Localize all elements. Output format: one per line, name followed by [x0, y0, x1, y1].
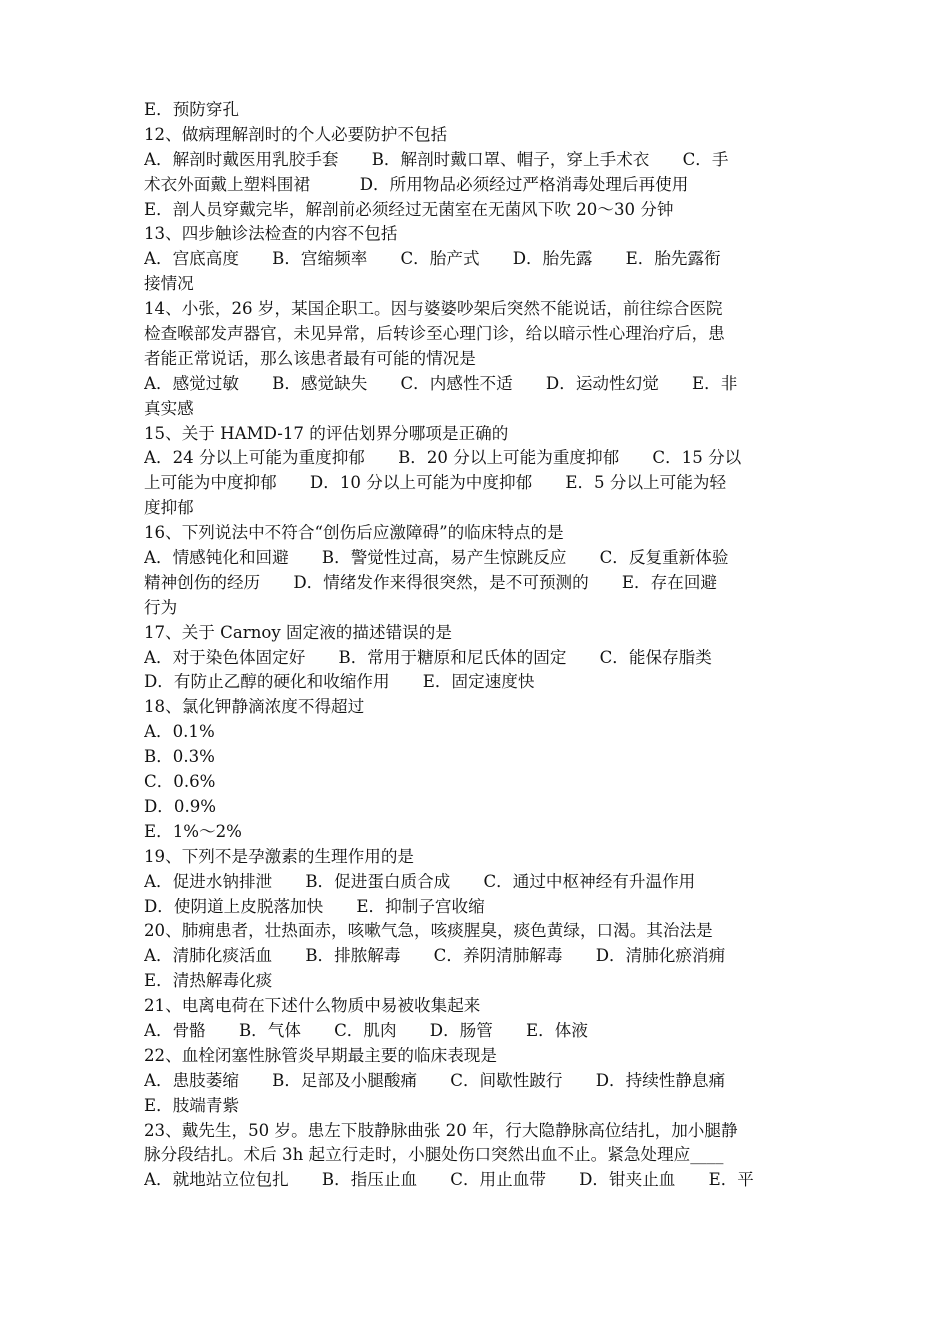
text-line: A．患肢萎缩 B．足部及小腿酸痛 C．间歇性跛行 D．持续性静息痛 [144, 1070, 726, 1090]
text-line: 接情况 [144, 274, 194, 294]
text-line: E．1%～2% [144, 821, 242, 841]
text-line: A．0.1% [144, 722, 215, 742]
text-line: A．促进水钠排泄 B．促进蛋白质合成 C．通过中枢神经有升温作用 [144, 871, 696, 891]
text-line: 18、氯化钾静滴浓度不得超过 [144, 697, 365, 717]
text-line: D．有防止乙醇的硬化和收缩作用 E．固定速度快 [144, 672, 535, 692]
text-line: 度抑郁 [144, 498, 194, 518]
text-line: E．清热解毒化痰 [144, 971, 273, 991]
text-line: 23、戴先生，50 岁。患左下肢静脉曲张 20 年，行大隐静脉高位结扎，加小腿静 [144, 1120, 738, 1140]
text-line: A．解剖时戴医用乳胶手套 B．解剖时戴口罩、帽子，穿上手术衣 C．手 [144, 149, 729, 169]
text-line: A．宫底高度 B．宫缩频率 C．胎产式 D．胎先露 E．胎先露衔 [144, 249, 721, 269]
text-line: A．对于染色体固定好 B．常用于糖原和尼氏体的固定 C．能保存脂类 [144, 647, 712, 667]
text-line: 20、肺痈患者，壮热面赤，咳嗽气急，咳痰腥臭，痰色黄绿，口渴。其治法是 [144, 921, 713, 941]
text-line: A．骨骼 B．气体 C．肌肉 D．肠管 E．体液 [144, 1020, 588, 1040]
text-line: E．肢端青紫 [144, 1095, 240, 1115]
text-line: A．感觉过敏 B．感觉缺失 C．内感性不适 D．运动性幻觉 E．非 [144, 373, 738, 393]
text-line: 17、关于 Carnoy 固定液的描述错误的是 [144, 622, 452, 642]
text-line: A．就地站立位包扎 B．指压止血 C．用止血带 D．钳夹止血 E．平 [144, 1170, 754, 1190]
text-line: 15、关于 HAMD-17 的评估划界分哪项是正确的 [144, 423, 509, 443]
text-line: E．预防穿孔 [144, 100, 240, 119]
text-line: D．使阴道上皮脱落加快 E．抑制子宫收缩 [144, 896, 485, 916]
text-line: 22、血栓闭塞性脉管炎早期最主要的临床表现是 [144, 1045, 497, 1065]
text-line: 21、电离电荷在下述什么物质中易被收集起来 [144, 996, 481, 1016]
text-line: E．剖人员穿戴完毕，解剖前必须经过无菌室在无菌风下吹 20～30 分钟 [144, 199, 674, 219]
text-line: 14、小张，26 岁，某国企职工。因与婆婆吵架后突然不能说话，前往综合医院 [144, 299, 723, 319]
text-line: 精神创伤的经历 D．情绪发作来得很突然，是不可预测的 E．存在回避 [144, 572, 718, 592]
text-line: 者能正常说话，那么该患者最有可能的情况是 [144, 348, 476, 368]
text-line: 行为 [144, 597, 178, 617]
text-line: 16、下列说法中不符合“创伤后应激障碍”的临床特点的是 [144, 523, 564, 543]
text-line: 脉分段结扎。术后 3h 起立行走时，小腿处伤口突然出血不止。紧急处理应____ [144, 1145, 724, 1165]
text-line: 检查喉部发声器官，未见异常，后转诊至心理门诊，给以暗示性心理治疗后，患 [144, 324, 725, 344]
exam-questions-text [144, 98, 812, 1193]
text-line: 真实感 [144, 398, 194, 418]
text-line: 上可能为中度抑郁 D．10 分以上可能为中度抑郁 E．5 分以上可能为轻 [144, 473, 727, 493]
text-line: B．0.3% [144, 747, 215, 767]
text-line: 13、四步触诊法检查的内容不包括 [144, 224, 398, 244]
text-line: A．24 分以上可能为重度抑郁 B．20 分以上可能为重度抑郁 C．15 分以 [144, 448, 742, 468]
text-line: 术衣外面戴上塑料围裙 D．所用物品必须经过严格消毒处理后再使用 [144, 174, 689, 194]
text-line: A．清肺化痰活血 B．排脓解毒 C．养阴清肺解毒 D．清肺化瘀消痈 [144, 946, 726, 966]
text-line: A．情感钝化和回避 B．警觉性过高，易产生惊跳反应 C．反复重新体验 [144, 548, 729, 568]
text-line: 12、做病理解剖时的个人必要防护不包括 [144, 124, 448, 144]
text-line: C．0.6% [144, 772, 216, 792]
text-line: D．0.9% [144, 796, 217, 816]
text-line: 19、下列不是孕激素的生理作用的是 [144, 846, 415, 866]
